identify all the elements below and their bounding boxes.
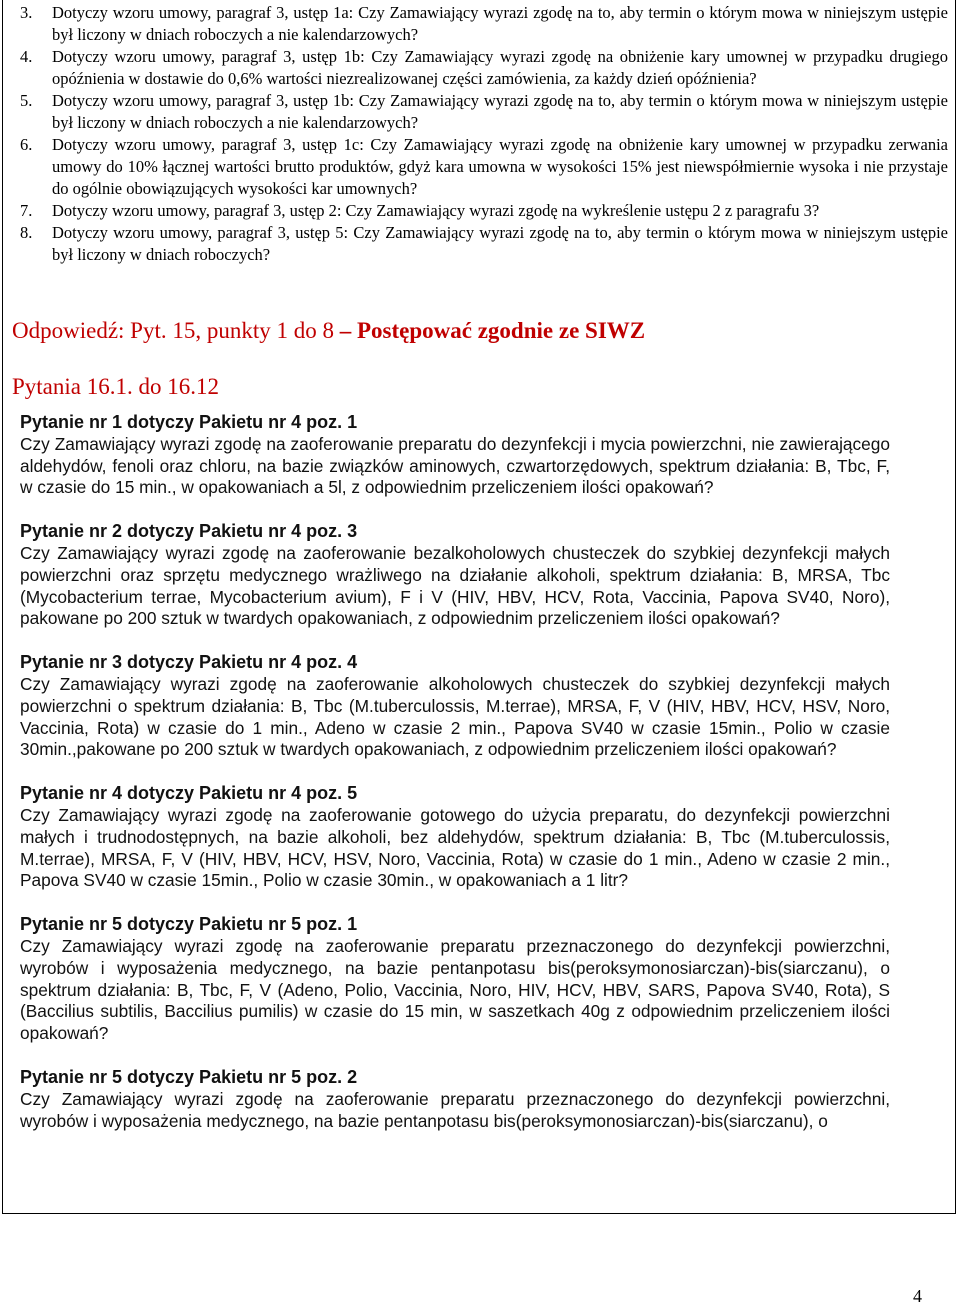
item-text: Dotyczy wzoru umowy, paragraf 3, ustęp 1b: Czy Zamawiający wyrazi zgodę na to, aby termin o którym mowa w niniejszym ustępie był liczony w dniach roboczych a nie kalendarzowych?	[52, 91, 948, 132]
question-block	[20, 1067, 890, 1132]
question-block	[20, 412, 890, 499]
item-text: Dotyczy wzoru umowy, paragraf 3, ustęp 1b: Czy Zamawiający wyrazi zgodę na obniżenie kary umownej w przypadku drugiego opóźnienia w dostawie do 0,6% wartości niezrealizowanej części zamówienia, za każdy dzień opóźnienia?	[52, 47, 948, 88]
question-block	[20, 521, 890, 630]
question-title: Pytanie nr 5 dotyczy Pakietu nr 5 poz. 1	[20, 914, 358, 935]
list-item	[20, 200, 948, 222]
item-text: Dotyczy wzoru umowy, paragraf 3, ustęp 2: Czy Zamawiający wyrazi zgodę na wykreślenie ustępu 2 z paragrafu 3?	[52, 201, 820, 220]
item-number: 7.	[20, 201, 33, 220]
list-item	[20, 134, 948, 200]
question-title: Pytanie nr 2 dotyczy Pakietu nr 4 poz. 3	[20, 521, 358, 542]
question-body: Czy Zamawiający wyrazi zgodę na zaoferowanie preparatu przeznaczonego do dezynfekcji powierzchni, wyrobów i wyposażenia medycznego, na bazie pentanpotasu bis(peroksymonosiarczan)-bis(siarczanu), o spektrum działania: B, Tbc, F, V (Adeno, Polio, Vaccinia, Noro, HIV, HCV, HBV, SARS, Papova SV40, Rota), S (Baccilius subtilis, Baccilius pumilis) w czasie do 15 min, w saszetkach 40g z odpowiednim przeliczeniem ilości opakowań?	[20, 935, 890, 1044]
item-number: 8.	[20, 223, 33, 242]
answer-line	[12, 318, 645, 344]
question-body: Czy Zamawiający wyrazi zgodę na zaoferowanie gotowego do użycia preparatu, do dezynfekcji powierzchni małych i trudnodostępnych, na bazie alkoholi, bez aldehydów, spektrum działania: B, Tbc (M.tuberculossis, M.terrae), MRSA, F, V (HIV, HBV, HCV, HSV, Noro, Vaccinia, Rota) w czasie do 1 min., Adeno w czasie 2 min., Papova SV40 w czasie 15min., Polio w czasie 30min., w opakowaniach a 1 litr?	[20, 804, 890, 891]
question-block	[20, 783, 890, 892]
item-number: 3.	[20, 3, 33, 22]
question-title: Pytanie nr 4 dotyczy Pakietu nr 4 poz. 5	[20, 783, 358, 804]
question-body: Czy Zamawiający wyrazi zgodę na zaoferowanie preparatu do dezynfekcji i mycia powierzchni, nie zawierającego aldehydów, fenoli oraz chloru, na bazie związków aminowych, czwartorzędowych, spektrum działania: B, Tbc, F, w czasie do 15 min., w opakowaniach a 5l, z odpowiednim przeliczeniem ilości opakowań?	[20, 433, 890, 498]
item-text: Dotyczy wzoru umowy, paragraf 3, ustęp 1c: Czy Zamawiający wyrazi zgodę na obniżenie kary umownej w przypadku zerwania umowy do 10% łącznej wartości brutto produktów, gdyż kara umowna w wysokości 15% jest niewspółmiernie wysoka i nie przystaje do ogólnie obowiązujących wysokości kar umownych?	[52, 135, 948, 198]
item-text: Dotyczy wzoru umowy, paragraf 3, ustęp 5: Czy Zamawiający wyrazi zgodę na to, aby termin o którym mowa w niniejszym ustępie był liczony w dniach roboczych?	[52, 223, 948, 264]
page-number: 4	[913, 1286, 922, 1306]
item-number: 6.	[20, 135, 33, 154]
list-item	[20, 222, 948, 266]
question-body: Czy Zamawiający wyrazi zgodę na zaoferowanie bezalkoholowych chusteczek do szybkiej dezynfekcji małych powierzchni oraz sprzętu medycznego wrażliwego na działanie alkoholi, spektrum działania: B, MRSA, Tbc (Mycobacterium terrae, Mycobacterium avium), F i V (HIV, HBV, HCV, Rota, Vaccinia, Papova SV40, Noro), pakowane po 200 sztuk w twardych opakowaniach, z odpowiednim przeliczeniem ilości opakowań?	[20, 542, 890, 629]
scanned-questions	[20, 412, 890, 1154]
list-item	[20, 90, 948, 134]
list-item	[20, 2, 948, 46]
item-number: 4.	[20, 47, 33, 66]
questions-range-heading: Pytania 16.1. do 16.12	[12, 374, 219, 399]
numbered-questions	[20, 2, 948, 266]
question-body: Czy Zamawiający wyrazi zgodę na zaoferowanie preparatu przeznaczonego do dezynfekcji powierzchni, wyrobów i wyposażenia medycznego, na bazie pentanpotasu bis(peroksymonosiarczan)-bis(siarczanu), o	[20, 1088, 890, 1131]
question-title: Pytanie nr 1 dotyczy Pakietu nr 4 poz. 1	[20, 412, 358, 432]
question-body: Czy Zamawiający wyrazi zgodę na zaoferowanie alkoholowych chusteczek do szybkiej dezynfekcji małych powierzchni o spektrum działania: B, Tbc (M.tuberculossis, M.terrae), MRSA, F, V (HIV, HBV, HCV, HSV, Noro, Vaccinia, Rota) w czasie do 1 min., Adeno w czasie 2 min., Papova SV40 w czasie 15min., Polio w czasie 30min.,pakowane po 200 sztuk w twardych opakowaniach, z odpowiednim przeliczeniem ilości opakowań?	[20, 673, 890, 760]
answer-prefix: Odpowiedź: Pyt. 15, punkty 1 do 8	[12, 318, 340, 343]
item-text: Dotyczy wzoru umowy, paragraf 3, ustęp 1a: Czy Zamawiający wyrazi zgodę na to, aby termin o którym mowa w niniejszym ustępie był liczony w dniach roboczych a nie kalendarzowych?	[52, 3, 948, 44]
question-block	[20, 652, 890, 761]
question-title: Pytanie nr 5 dotyczy Pakietu nr 5 poz. 2	[20, 1066, 358, 1087]
answer-bold: – Postępować zgodnie ze SIWZ	[339, 318, 646, 343]
list-item	[20, 46, 948, 90]
question-block	[20, 914, 890, 1045]
item-number: 5.	[20, 91, 33, 110]
question-title: Pytanie nr 3 dotyczy Pakietu nr 4 poz. 4	[20, 652, 358, 673]
